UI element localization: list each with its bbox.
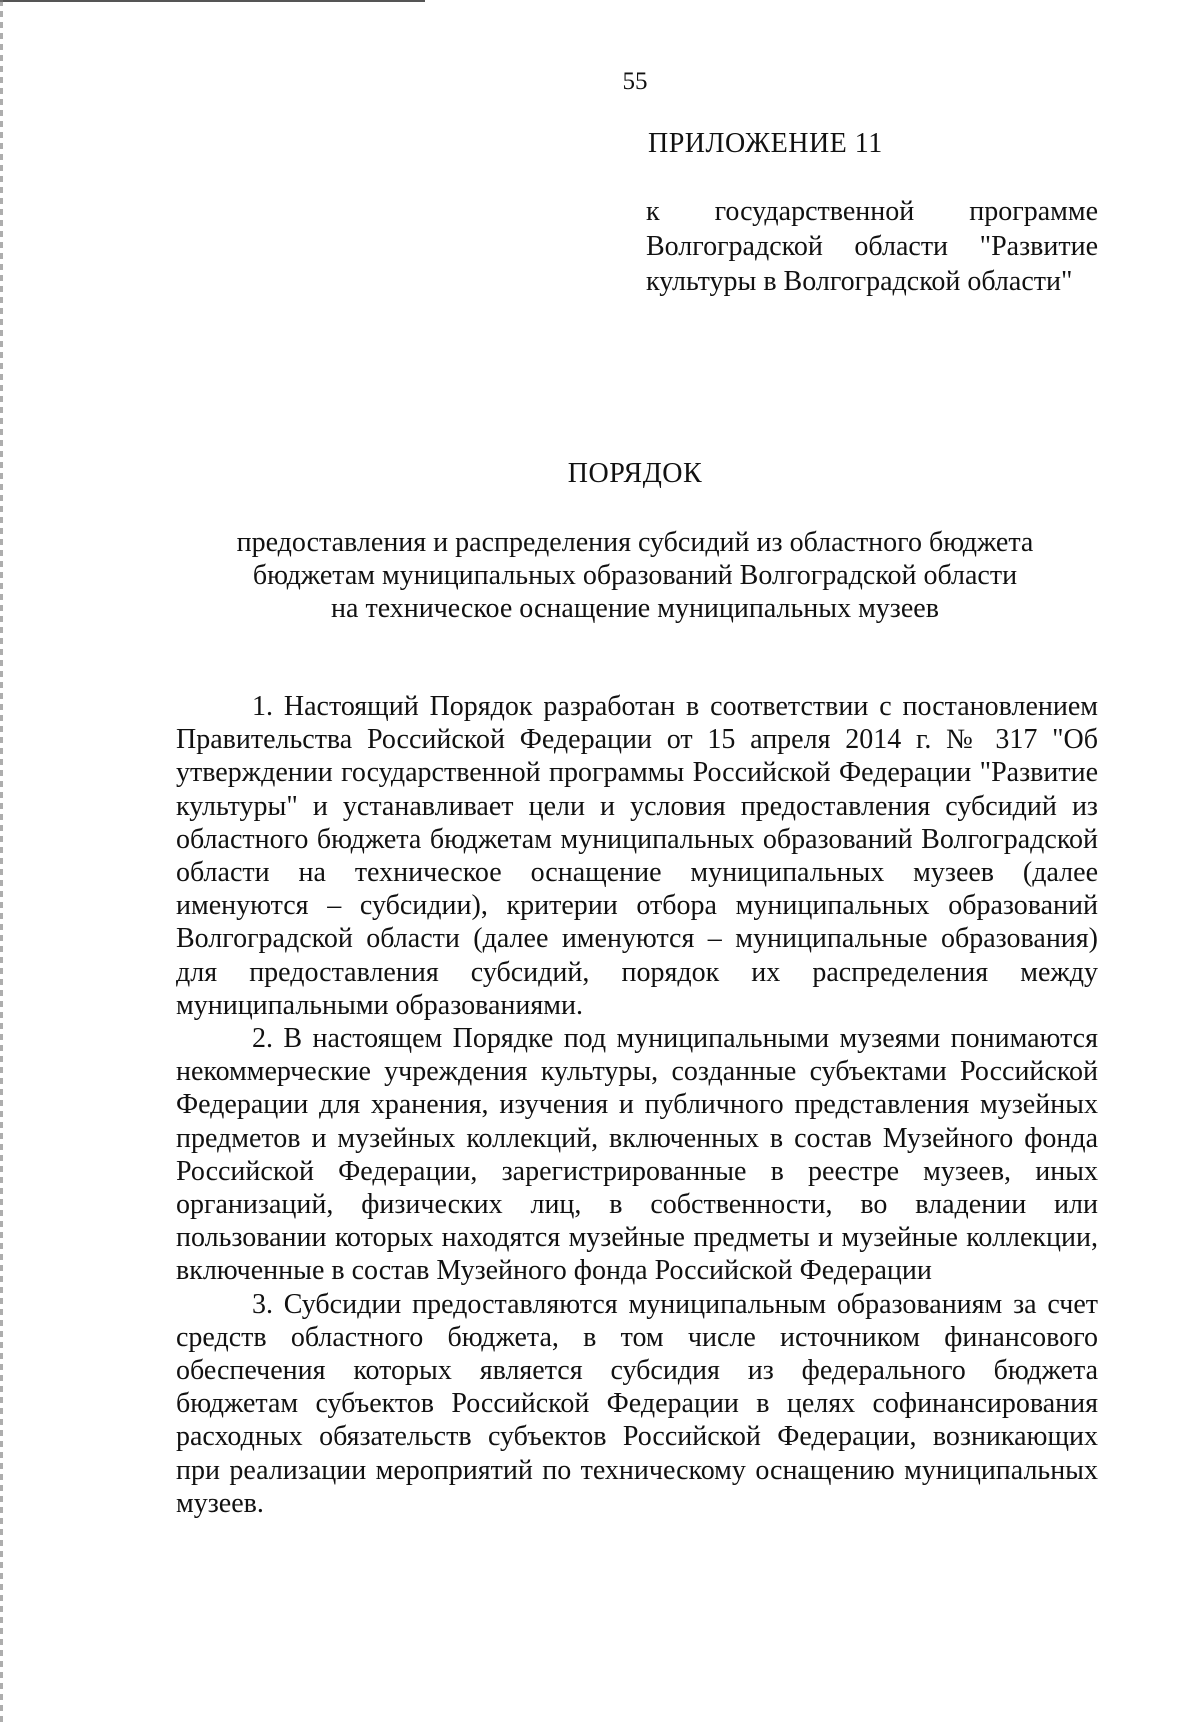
page-number: 55 xyxy=(622,68,648,95)
paragraph-2: 2. В настоящем Порядке под муниципальными музеями понимаются некоммерческие учреждения культуры, созданные субъектами Российской Федерации для хранения, изучения и публичного представления музейных предметов и музейных коллекций, включенных в состав Музейного фонда Российской Федерации, зарегистрированные в реестре музеев, иных организаций, физических лиц, в собственности, во владении или пользовании которых находятся музейные предметы и музейные коллекции, включенные в состав Музейного фонда Российской Федерации xyxy=(176,1023,1098,1287)
document-title: ПОРЯДОК xyxy=(567,458,703,489)
document-subtitle-line: бюджетам муниципальных образований Волгоградской области xyxy=(252,560,1018,591)
scan-edge-left xyxy=(0,0,3,1723)
document-subtitle-line: на техническое оснащение муниципальных музеев xyxy=(331,593,939,624)
paragraph-3: 3. Субсидии предоставляются муниципальным образованиям за счет средств областного бюджета, в том числе источником финансового обеспечения которых является субсидия из федерального бюджета бюджетам субъектов Российской Федерации в целях софинансирования расходных обязательств субъектов Российской Федерации, возникающих при реализации мероприятий по техническому оснащению муниципальных музеев. xyxy=(176,1288,1098,1519)
document-body xyxy=(176,690,1098,1520)
document-subtitle xyxy=(200,526,1070,625)
document-subtitle-line: предоставления и распределения субсидий из областного бюджета xyxy=(236,527,1034,558)
scan-edge-top xyxy=(0,0,425,2)
appendix-title: ПРИЛОЖЕНИЕ 11 xyxy=(648,128,883,159)
appendix-subtitle: к государственной программе Волгоградской области "Развитие культуры в Волгоградской области" xyxy=(646,196,1098,297)
paragraph-1: 1. Настоящий Порядок разработан в соответствии с постановлением Правительства Российской Федерации от 15 апреля 2014 г. № 317 "Об утверждении государственной программы Российской Федерации "Развитие культуры" и устанавливает цели и условия предоставления субсидий из областного бюджета бюджетам муниципальных образований Волгоградской области на техническое оснащение муниципальных музеев (далее именуются – субсидии), критерии отбора муниципальных образований Волгоградской области (далее именуются – муниципальные образования) для предоставления субсидий, порядок их распределения между муниципальными образованиями. xyxy=(176,691,1098,1021)
